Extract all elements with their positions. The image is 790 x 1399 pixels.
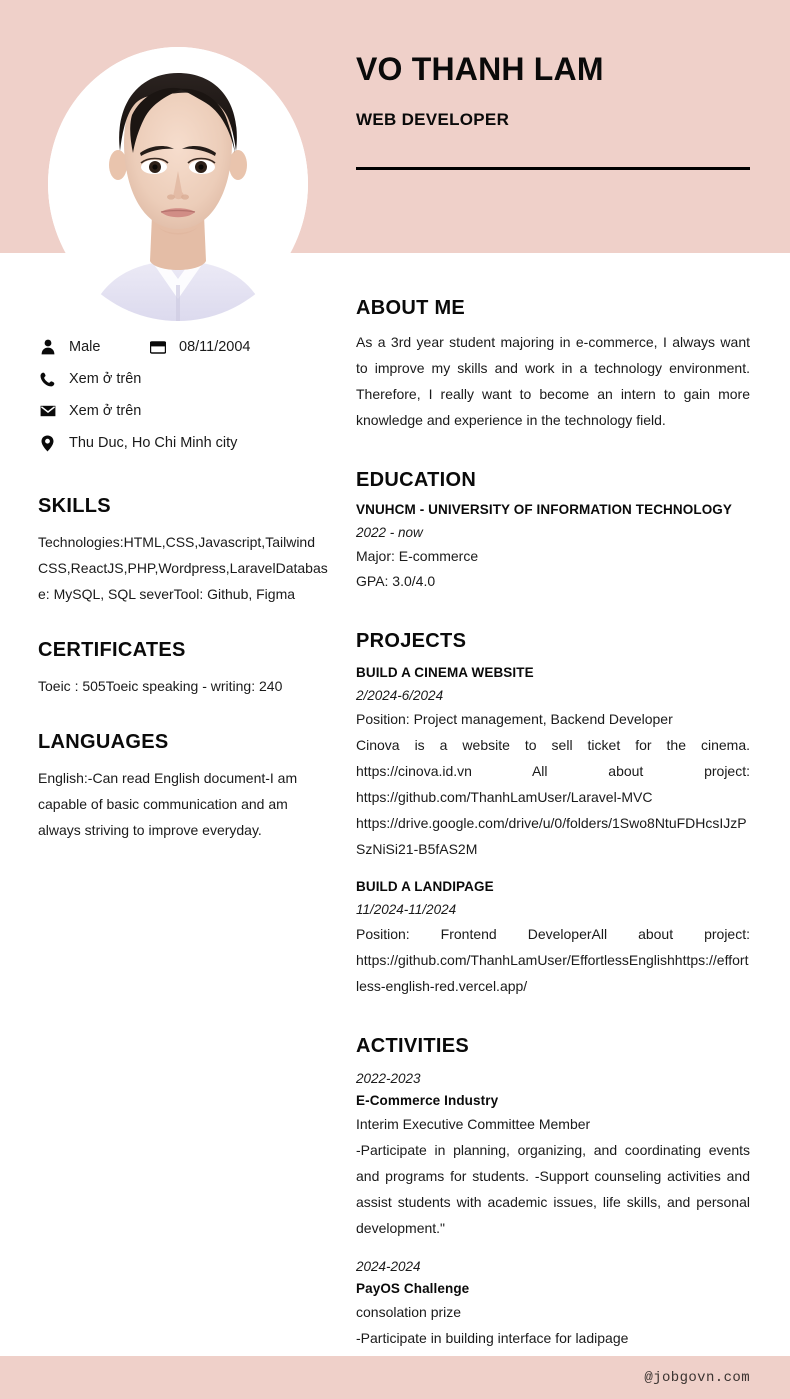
activity-title: E-Commerce Industry bbox=[356, 1093, 499, 1108]
activities-section bbox=[356, 1033, 750, 1351]
certificates-section bbox=[38, 637, 332, 699]
project-item bbox=[356, 876, 750, 999]
person-icon bbox=[38, 338, 57, 356]
education-section bbox=[356, 467, 750, 594]
languages-section bbox=[38, 729, 332, 843]
calendar-icon bbox=[148, 338, 167, 356]
header-divider bbox=[356, 167, 750, 170]
contact-address bbox=[38, 433, 237, 453]
contact-gender-value: Male bbox=[69, 339, 101, 355]
project-item bbox=[356, 662, 750, 862]
activities-heading: ACTIVITIES bbox=[356, 1035, 470, 1057]
location-pin-icon bbox=[38, 434, 57, 452]
right-column bbox=[356, 295, 750, 1351]
job-title: WEB DEVELOPER bbox=[356, 110, 510, 129]
project-title: BUILD A CINEMA WEBSITE bbox=[356, 665, 534, 680]
activity-body: -Participate in building interface for ladipage bbox=[356, 1330, 629, 1346]
avatar-photo bbox=[48, 47, 308, 321]
education-major: Major: E-commerce bbox=[356, 548, 479, 564]
contact-list bbox=[38, 331, 332, 459]
watermark: @jobgovn.com bbox=[644, 1370, 750, 1386]
body-wrap bbox=[0, 253, 790, 1356]
footer-band bbox=[0, 1356, 790, 1399]
contact-gender bbox=[38, 337, 148, 357]
about-heading: ABOUT ME bbox=[356, 297, 466, 319]
languages-body: English:-Can read English document-I am capable of basic communication and am always striving to improve everyday. bbox=[38, 770, 298, 838]
contact-birthday bbox=[148, 337, 251, 357]
skills-body: Technologies:HTML,CSS,Javascript,Tailwind CSS,ReactJS,PHP,Wordpress,LaravelDatabase: MySQL, SQL severTool: Github, Figma bbox=[38, 534, 328, 602]
contact-email bbox=[38, 401, 141, 421]
certificates-heading: CERTIFICATES bbox=[38, 639, 186, 661]
project-position: Position: Project management, Backend Developer bbox=[356, 711, 673, 727]
about-section bbox=[356, 295, 750, 433]
activity-item bbox=[356, 1255, 750, 1351]
left-column bbox=[38, 331, 332, 843]
activity-title: PayOS Challenge bbox=[356, 1281, 470, 1296]
contact-address-value: Thu Duc, Ho Chi Minh city bbox=[69, 435, 238, 451]
contact-row bbox=[38, 427, 332, 459]
education-gpa: GPA: 3.0/4.0 bbox=[356, 573, 436, 589]
phone-icon bbox=[38, 370, 57, 388]
languages-heading: LANGUAGES bbox=[38, 731, 169, 753]
project-title: BUILD A LANDIPAGE bbox=[356, 879, 494, 894]
page-title: VO THANH LAM bbox=[356, 51, 604, 87]
contact-row bbox=[38, 363, 332, 395]
activity-role: Interim Executive Committee Member bbox=[356, 1116, 591, 1132]
projects-heading: PROJECTS bbox=[356, 630, 467, 652]
education-heading: EDUCATION bbox=[356, 469, 477, 491]
activity-item bbox=[356, 1067, 750, 1241]
project-body: Position: Frontend DeveloperAll about project: https://github.com/ThanhLamUser/EffortlessEnglishhttps://effortless-english-red.vercel.app/ bbox=[356, 926, 750, 994]
contact-row bbox=[38, 395, 332, 427]
activity-role: consolation prize bbox=[356, 1304, 462, 1320]
certificates-body: Toeic : 505Toeic speaking - writing: 240 bbox=[38, 678, 283, 694]
contact-birthday-value: 08/11/2004 bbox=[179, 339, 251, 355]
contact-phone-value: Xem ở trên bbox=[69, 371, 142, 387]
skills-heading: SKILLS bbox=[38, 495, 111, 517]
contact-phone bbox=[38, 369, 141, 389]
project-body: Cinova is a website to sell ticket for the cinema. https://cinova.id.vn All about project: https://github.com/ThanhLamUser/Laravel-MVC https://drive.google.com/drive/u/0/folders/1Swo8NtuFDHcsIJzPSzNiSi21-B5fAS2M bbox=[356, 737, 750, 857]
contact-email-value: Xem ở trên bbox=[69, 403, 142, 419]
activity-body: -Participate in planning, organizing, and coordinating events and programs for students. -Support counseling activities and assist students with academic issues, life skills, and personal development." bbox=[356, 1142, 750, 1236]
projects-section bbox=[356, 628, 750, 999]
education-date: 2022 - now bbox=[356, 525, 423, 540]
header-text-block bbox=[356, 47, 752, 170]
skills-section bbox=[38, 493, 332, 607]
contact-row bbox=[38, 331, 332, 363]
education-school: VNUHCM - UNIVERSITY OF INFORMATION TECHNOLOGY bbox=[356, 502, 733, 517]
envelope-icon bbox=[38, 402, 57, 420]
activity-date: 2022-2023 bbox=[356, 1071, 421, 1086]
about-body: As a 3rd year student majoring in e-commerce, I always want to improve my skills and work in a technology environment. Therefore, I really want to become an intern to gain more knowledge and experience in the technology field. bbox=[356, 334, 750, 428]
project-date: 2/2024-6/2024 bbox=[356, 688, 444, 703]
activity-date: 2024-2024 bbox=[356, 1259, 421, 1274]
project-date: 11/2024-11/2024 bbox=[356, 902, 457, 917]
avatar bbox=[48, 47, 308, 321]
